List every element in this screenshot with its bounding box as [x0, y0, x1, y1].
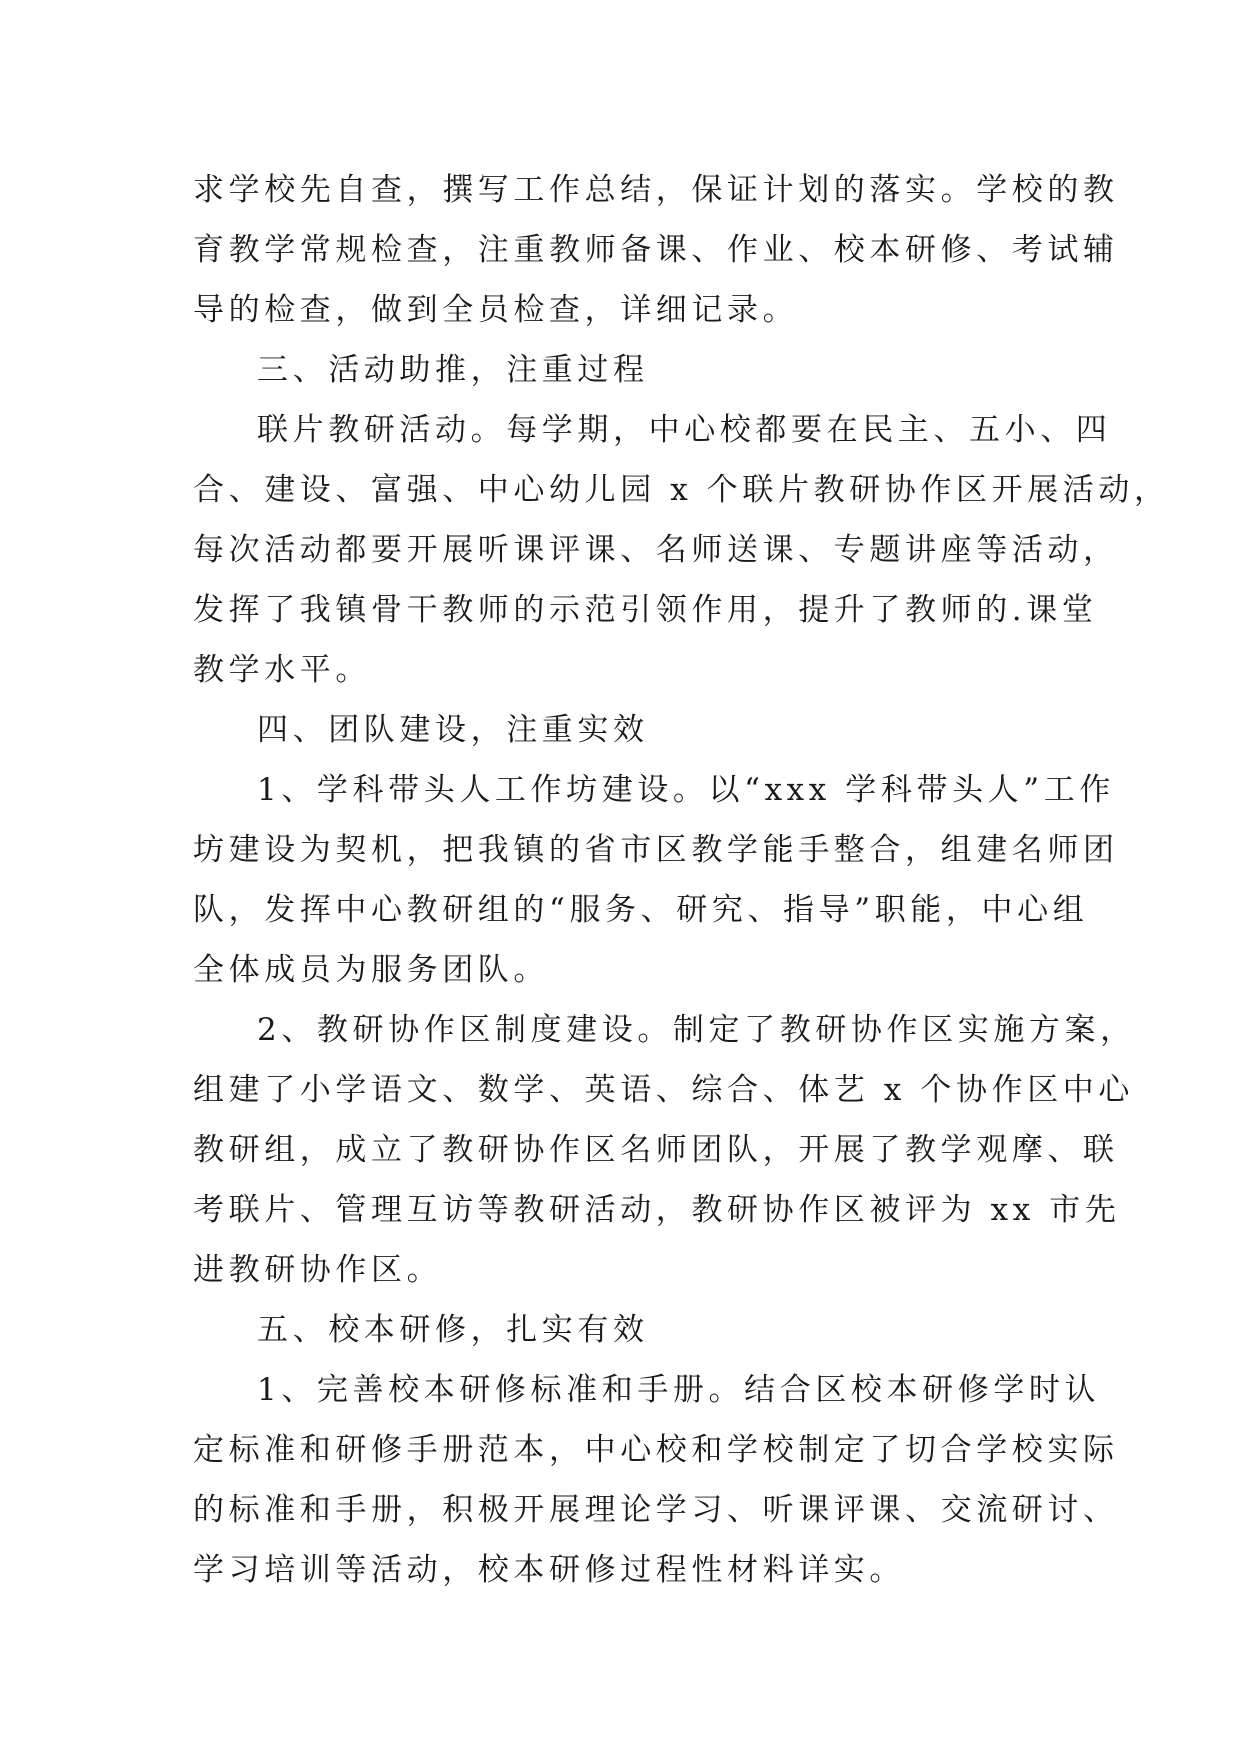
text-line: 坊建设为契机，把我镇的省市区教学能手整合，组建名师团: [193, 832, 1119, 868]
text-line: 每次活动都要开展听课评课、名师送课、专题讲座等活动，: [193, 532, 1119, 568]
text-line: 全体成员为服务团队。: [193, 952, 549, 988]
text-line: 育教学常规检查，注重教师备课、作业、校本研修、考试辅: [193, 232, 1119, 268]
text-line: 联片教研活动。每学期，中心校都要在民主、五小、四: [257, 412, 1112, 448]
text-line: 合、建设、富强、中心幼儿园 x 个联片教研协作区开展活动，: [193, 472, 1170, 508]
section-heading: 四、团队建设，注重实效: [257, 712, 649, 748]
text-line: 导的检查，做到全员检查，详细记录。: [193, 292, 799, 328]
text-line: 发挥了我镇骨干教师的示范引领作用，提升了教师的.课堂: [193, 592, 1098, 628]
text-line: 2、教研协作区制度建设。制定了教研协作区实施方案，: [257, 1012, 1136, 1048]
text-line: 的标准和手册，积极开展理论学习、听课评课、交流研讨、: [193, 1492, 1119, 1528]
text-line: 教学水平。: [193, 652, 371, 688]
text-line: 学习培训等活动，校本研修过程性材料详实。: [193, 1552, 905, 1588]
text-line: 求学校先自查，撰写工作总结，保证计划的落实。学校的教: [193, 172, 1119, 208]
text-line: 1、完善校本研修标准和手册。结合区校本研修学时认: [257, 1372, 1101, 1408]
text-line: 队，发挥中心教研组的“服务、研究、指导”职能，中心组: [193, 892, 1089, 928]
text-line: 组建了小学语文、数学、英语、综合、体艺 x 个协作区中心: [193, 1072, 1134, 1108]
section-heading: 三、活动助推，注重过程: [257, 352, 649, 388]
text-line: 教研组，成立了教研协作区名师团队，开展了教学观摩、联: [193, 1132, 1119, 1168]
section-heading: 五、校本研修，扎实有效: [257, 1312, 649, 1348]
text-line: 进教研协作区。: [193, 1252, 443, 1288]
text-line: 考联片、管理互访等教研活动，教研协作区被评为 xx 市先: [193, 1192, 1121, 1228]
document-body: [193, 160, 1170, 1600]
text-line: 1、学科带头人工作坊建设。以“xxx 学科带头人”工作: [257, 772, 1115, 808]
text-line: 定标准和研修手册范本，中心校和学校制定了切合学校实际: [193, 1432, 1119, 1468]
